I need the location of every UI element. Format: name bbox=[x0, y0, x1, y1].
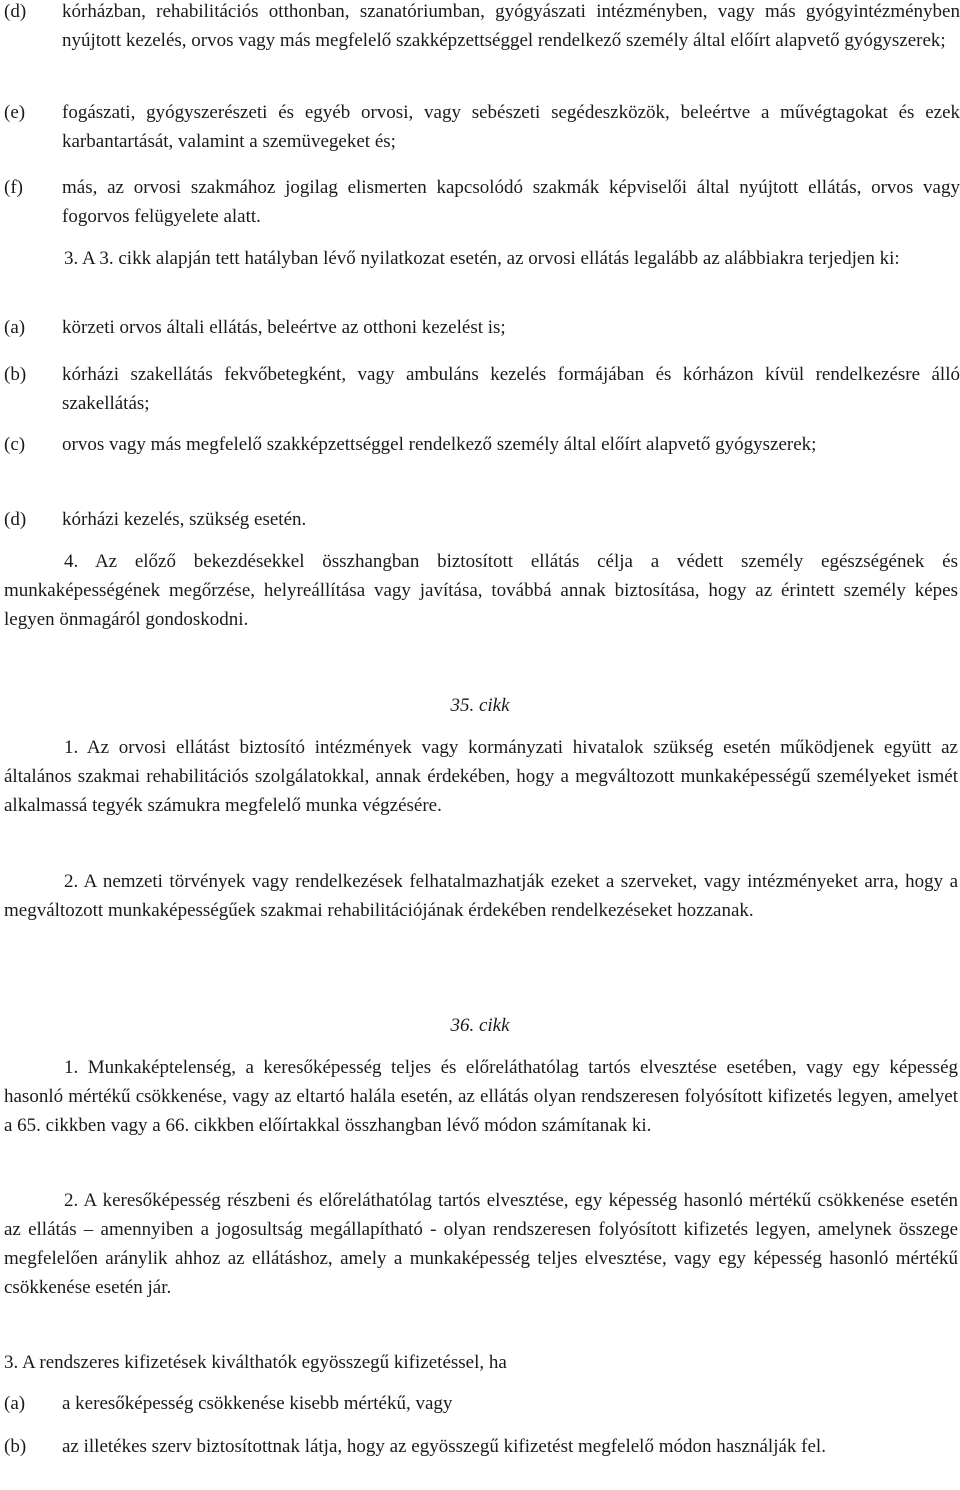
list-item-e-top bbox=[4, 98, 960, 156]
article-heading-35: 35. cikk bbox=[450, 695, 510, 716]
item-label: (e) bbox=[4, 102, 26, 123]
list-item-b-36 bbox=[4, 1432, 960, 1461]
list-item-d-p3 bbox=[4, 505, 960, 534]
paragraph-34-4: 4. Az előző bekezdésekkel összhangban biztosított ellátás célja a védett személy egészségének és munkaképességének megőrzése, helyreállítása vagy javítása, továbbá annak biztosítása, hogy az érintett személy képes legyen önmagáról gondoskodni. bbox=[4, 551, 958, 630]
item-text: kórházi kezelés, szükség esetén. bbox=[62, 509, 307, 530]
item-label: (b) bbox=[4, 364, 27, 385]
list-item-a-p3 bbox=[4, 313, 960, 342]
paragraph-34-3: 3. A 3. cikk alapján tett hatályban lévő nyilatkozat esetén, az orvosi ellátás legalább az alábbiakra terjedjen ki: bbox=[64, 248, 900, 269]
item-text: az illetékes szerv biztosítottnak látja, hogy az egyösszegű kifizetést megfelelő módon használják fel. bbox=[62, 1436, 826, 1457]
list-item-a-36 bbox=[4, 1389, 960, 1418]
item-label: (b) bbox=[4, 1436, 27, 1457]
article-heading-36: 36. cikk bbox=[450, 1015, 510, 1036]
item-label: (d) bbox=[4, 509, 27, 530]
paragraph-35-1: 1. Az orvosi ellátást biztosító intézmények vagy kormányzati hivatalok szükség esetén működjenek együtt az általános szakmai rehabilitációs szolgálatokkal, annak érdekében, hogy a megváltozott munkaképességű személyeket ismét alkalmassá tegyék számukra megfelelő munka végzésére. bbox=[4, 737, 958, 816]
item-label: (c) bbox=[4, 434, 26, 455]
list-item-c-p3 bbox=[4, 430, 960, 459]
list-item-d-top bbox=[4, 0, 960, 55]
list-item-b-p3 bbox=[4, 360, 960, 418]
item-text: a keresőképesség csökkenése kisebb mértékű, vagy bbox=[62, 1393, 453, 1414]
item-text: orvos vagy más megfelelő szakképzettséggel rendelkező személy által előírt alapvető gyógyszerek; bbox=[62, 434, 817, 455]
paragraph-36-3: 3. A rendszeres kifizetések kiválthatók egyösszegű kifizetéssel, ha bbox=[4, 1352, 507, 1373]
paragraph-36-1: 1. Munkaképtelenség, a keresőképesség teljes és előreláthatólag tartós elvesztése esetében, vagy egy képesség hasonló mértékű csökkenése, vagy az eltartó halála esetén, az ellátás olyan rendszeresen folyósított kifizetés legyen, amelyet a 65. cikkben vagy a 66. cikkben előírtakkal összhangban lévő módon számítanak ki. bbox=[4, 1057, 958, 1136]
item-label: (d) bbox=[4, 1, 27, 22]
paragraph-36-2: 2. A keresőképesség részbeni és előreláthatólag tartós elvesztése, egy képesség hasonló mértékű csökkenése esetén az ellátás – amennyiben a jogosultság megállapítható - olyan rendszeresen folyósított kifizetés legyen, amelynek összege megfelelően aránylik ahhoz az ellátáshoz, amely a munkaképesség teljes elvesztése, vagy egy képesség hasonló mértékű csökkenése esetén jár. bbox=[4, 1190, 958, 1298]
item-text: körzeti orvos általi ellátás, beleértve az otthoni kezelést is; bbox=[62, 317, 506, 338]
item-label: (a) bbox=[4, 1393, 26, 1414]
item-text: kórházi szakellátás fekvőbetegként, vagy ambuláns kezelés formájában és kórházon kívül rendelkezésre álló szakellátás; bbox=[62, 364, 960, 414]
item-text: kórházban, rehabilitációs otthonban, szanatóriumban, gyógyászati intézményben, vagy más gyógyintézményben nyújtott kezelés, orvos vagy más megfelelő szakképzettséggel rendelkező személy által előírt alapvető gyógyszerek; bbox=[62, 1, 960, 51]
item-text: más, az orvosi szakmához jogilag elismerten kapcsolódó szakmák képviselői által nyújtott ellátás, orvos vagy fogorvos felügyelete alatt. bbox=[62, 177, 960, 227]
list-item-f-top bbox=[4, 173, 960, 231]
item-text: fogászati, gyógyszerészeti és egyéb orvosi, vagy sebészeti segédeszközök, beleértve a művégtagokat és ezek karbantartását, valamint a szemüvegeket és; bbox=[62, 102, 960, 152]
item-label: (f) bbox=[4, 177, 23, 198]
paragraph-35-2: 2. A nemzeti törvények vagy rendelkezések felhatalmazhatják ezeket a szerveket, vagy intézményeket arra, hogy a megváltozott munkaképességűek szakmai rehabilitációjának érdekében rendelkezéseket hozzanak. bbox=[4, 871, 958, 921]
item-label: (a) bbox=[4, 317, 26, 338]
